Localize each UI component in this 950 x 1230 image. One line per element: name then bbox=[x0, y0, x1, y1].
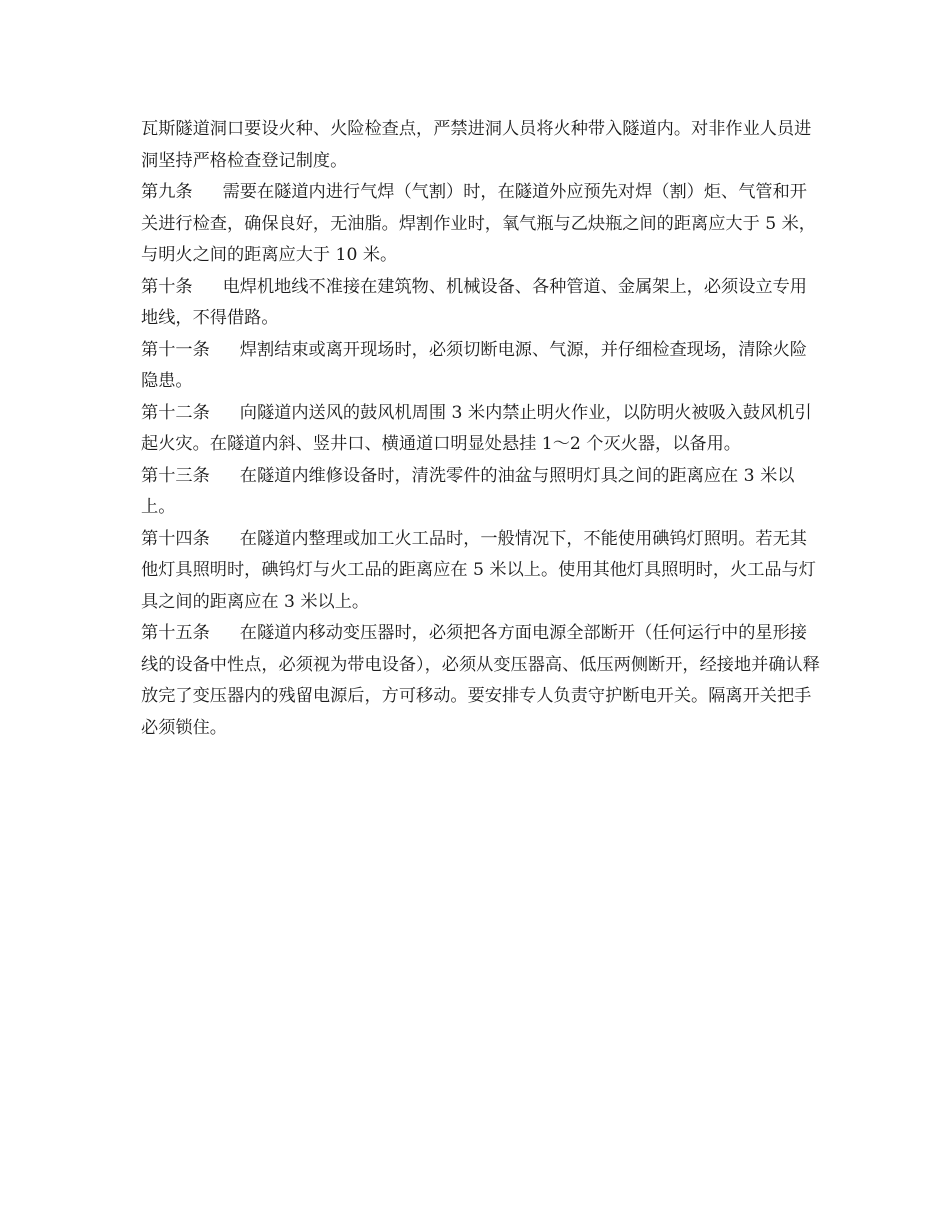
article-number: 第十一条 bbox=[141, 339, 210, 360]
article-13 bbox=[141, 461, 821, 524]
article-number: 第十三条 bbox=[141, 465, 210, 486]
article-12 bbox=[141, 398, 821, 461]
document-body bbox=[141, 114, 821, 744]
article-11 bbox=[141, 335, 821, 398]
article-number: 第九条 bbox=[141, 182, 193, 202]
article-text: 向隧道内送风的鼓风机周围 3 米内禁止明火作业，以防明火被吸入鼓风机引起火灾。在隧道内斜、竖井口、横通道口明显处悬挂 1～2 个灭火器，以备用。 bbox=[141, 402, 812, 454]
article-9 bbox=[141, 177, 821, 272]
paragraph-intro bbox=[141, 114, 821, 177]
article-text: 在隧道内移动变压器时，必须把各方面电源全部断开（任何运行中的星形接线的设备中性点，必须视为带电设备），必须从变压器高、低压两侧断开，经接地并确认释放完了变压器内的残留电源后，方可移动。要安排专人负责守护断电开关。隔离开关把手必须锁住。 bbox=[141, 623, 820, 738]
article-number: 第十四条 bbox=[141, 528, 210, 549]
article-number: 第十条 bbox=[141, 276, 193, 297]
article-10 bbox=[141, 272, 821, 335]
paragraph-text: 瓦斯隧道洞口要设火种、火险检查点，严禁进洞人员将火种带入隧道内。对非作业人员进洞坚持严格检查登记制度。 bbox=[141, 119, 812, 171]
article-text: 在隧道内整理或加工火工品时，一般情况下，不能使用碘钨灯照明。若无其他灯具照明时，碘钨灯与火工品的距离应在 5 米以上。使用其他灯具照明时，火工品与灯具之间的距离应在 3 米以上。 bbox=[141, 528, 816, 612]
article-number: 第十二条 bbox=[141, 402, 210, 423]
article-14 bbox=[141, 524, 821, 619]
article-15 bbox=[141, 618, 821, 744]
article-text: 在隧道内维修设备时，清洗零件的油盆与照明灯具之间的距离应在 3 米以上。 bbox=[141, 465, 795, 517]
article-text: 需要在隧道内进行气焊（气割）时，在隧道外应预先对焊（割）炬、气管和开关进行检查，确保良好，无油脂。焊割作业时，氧气瓶与乙炔瓶之间的距离应大于 5 米，与明火之间的距离应大于 10 米。 bbox=[141, 182, 816, 265]
article-number: 第十五条 bbox=[141, 623, 210, 643]
article-text: 电焊机地线不准接在建筑物、机械设备、各种管道、金属架上，必须设立专用地线，不得借路。 bbox=[141, 276, 807, 328]
article-text: 焊割结束或离开现场时，必须切断电源、气源，并仔细检查现场，清除火险隐患。 bbox=[141, 339, 807, 391]
